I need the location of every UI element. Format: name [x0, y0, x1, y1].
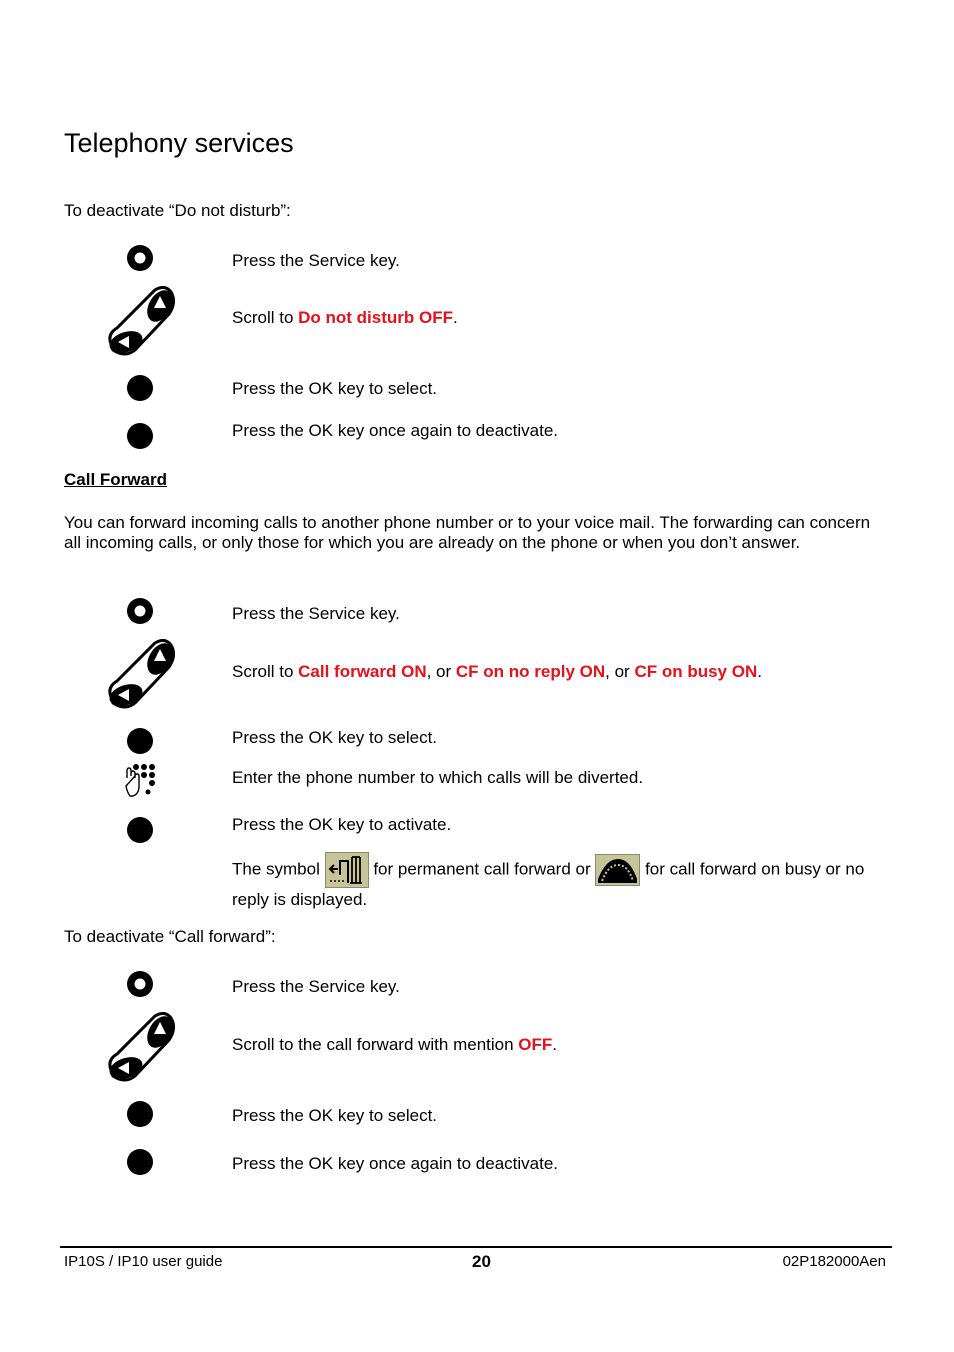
ok-key-icon — [126, 1100, 154, 1128]
note-text-3: for call forward on busy or no reply is displayed. — [232, 859, 865, 909]
ok-key-icon — [126, 374, 154, 402]
cfd-scroll-text: Scroll to the call forward with mention — [232, 1035, 519, 1054]
dnd-scroll-end: . — [453, 308, 458, 327]
page-number: 20 — [472, 1252, 491, 1271]
cf-step-ok: Press the OK key to select. — [232, 728, 438, 747]
cf-step-enter-number: Enter the phone number to which calls will be diverted. — [232, 768, 644, 787]
dnd-step-scroll — [232, 308, 458, 328]
permanent-forward-symbol-icon — [325, 852, 369, 888]
cfd-step-service: Press the Service key. — [232, 977, 400, 996]
service-key-icon — [126, 244, 154, 272]
page-title: Telephony services — [64, 128, 294, 158]
dnd-scroll-text: Scroll to — [232, 308, 299, 327]
dnd-step-service: Press the Service key. — [232, 251, 400, 270]
cfd-step-ok-again: Press the OK key once again to deactivate. — [232, 1154, 559, 1173]
cf-step-service: Press the Service key. — [232, 604, 400, 623]
cfd-off-option: OFF — [518, 1035, 553, 1054]
cf-scroll-text: Scroll to — [232, 662, 299, 681]
navigator-key-icon — [105, 639, 177, 711]
ok-key-icon — [126, 422, 154, 450]
cfd-step-scroll — [232, 1035, 557, 1055]
cf-scroll-end: . — [757, 662, 762, 681]
ok-key-icon — [126, 1148, 154, 1176]
dnd-off-option: Do not disturb OFF — [298, 308, 453, 327]
keypad-icon — [124, 762, 156, 798]
cf-symbol-note — [232, 852, 872, 912]
cf-step-activate: Press the OK key to activate. — [232, 815, 452, 834]
call-forward-heading: Call Forward — [64, 470, 167, 489]
cf-step-scroll — [232, 662, 762, 682]
cfd-step-ok: Press the OK key to select. — [232, 1106, 438, 1125]
cfd-scroll-end: . — [552, 1035, 558, 1054]
note-text-1: The symbol — [232, 859, 325, 879]
cf-option-forward-on: Call forward ON — [298, 662, 427, 681]
footer-rule — [60, 1246, 892, 1248]
ok-key-icon — [126, 816, 154, 844]
footer-guide-title: IP10S / IP10 user guide — [64, 1253, 223, 1270]
busy-forward-symbol-icon — [595, 854, 640, 886]
cf-sep-1: , or — [426, 662, 456, 681]
service-key-icon — [126, 597, 154, 625]
note-text-2: for permanent call forward or — [368, 859, 596, 879]
footer-doc-reference: 02P182000Aen — [782, 1253, 886, 1270]
dnd-intro: To deactivate “Do not disturb”: — [64, 201, 291, 220]
cf-sep-2: , or — [605, 662, 635, 681]
ok-key-icon — [126, 727, 154, 755]
navigator-key-icon — [105, 286, 177, 358]
cf-option-busy-on: CF on busy ON — [634, 662, 758, 681]
call-forward-description: You can forward incoming calls to another phone number or to your voice mail. The forwarding can concern all incoming calls, or only those for which you are already on the phone or when you don’t answer. — [64, 513, 871, 552]
dnd-step-ok-again: Press the OK key once again to deactivate. — [232, 421, 559, 440]
service-key-icon — [126, 970, 154, 998]
dnd-step-ok: Press the OK key to select. — [232, 379, 438, 398]
cf-deactivate-intro: To deactivate “Call forward”: — [64, 927, 276, 946]
cf-option-no-reply-on: CF on no reply ON — [455, 662, 606, 681]
navigator-key-icon — [105, 1012, 177, 1084]
